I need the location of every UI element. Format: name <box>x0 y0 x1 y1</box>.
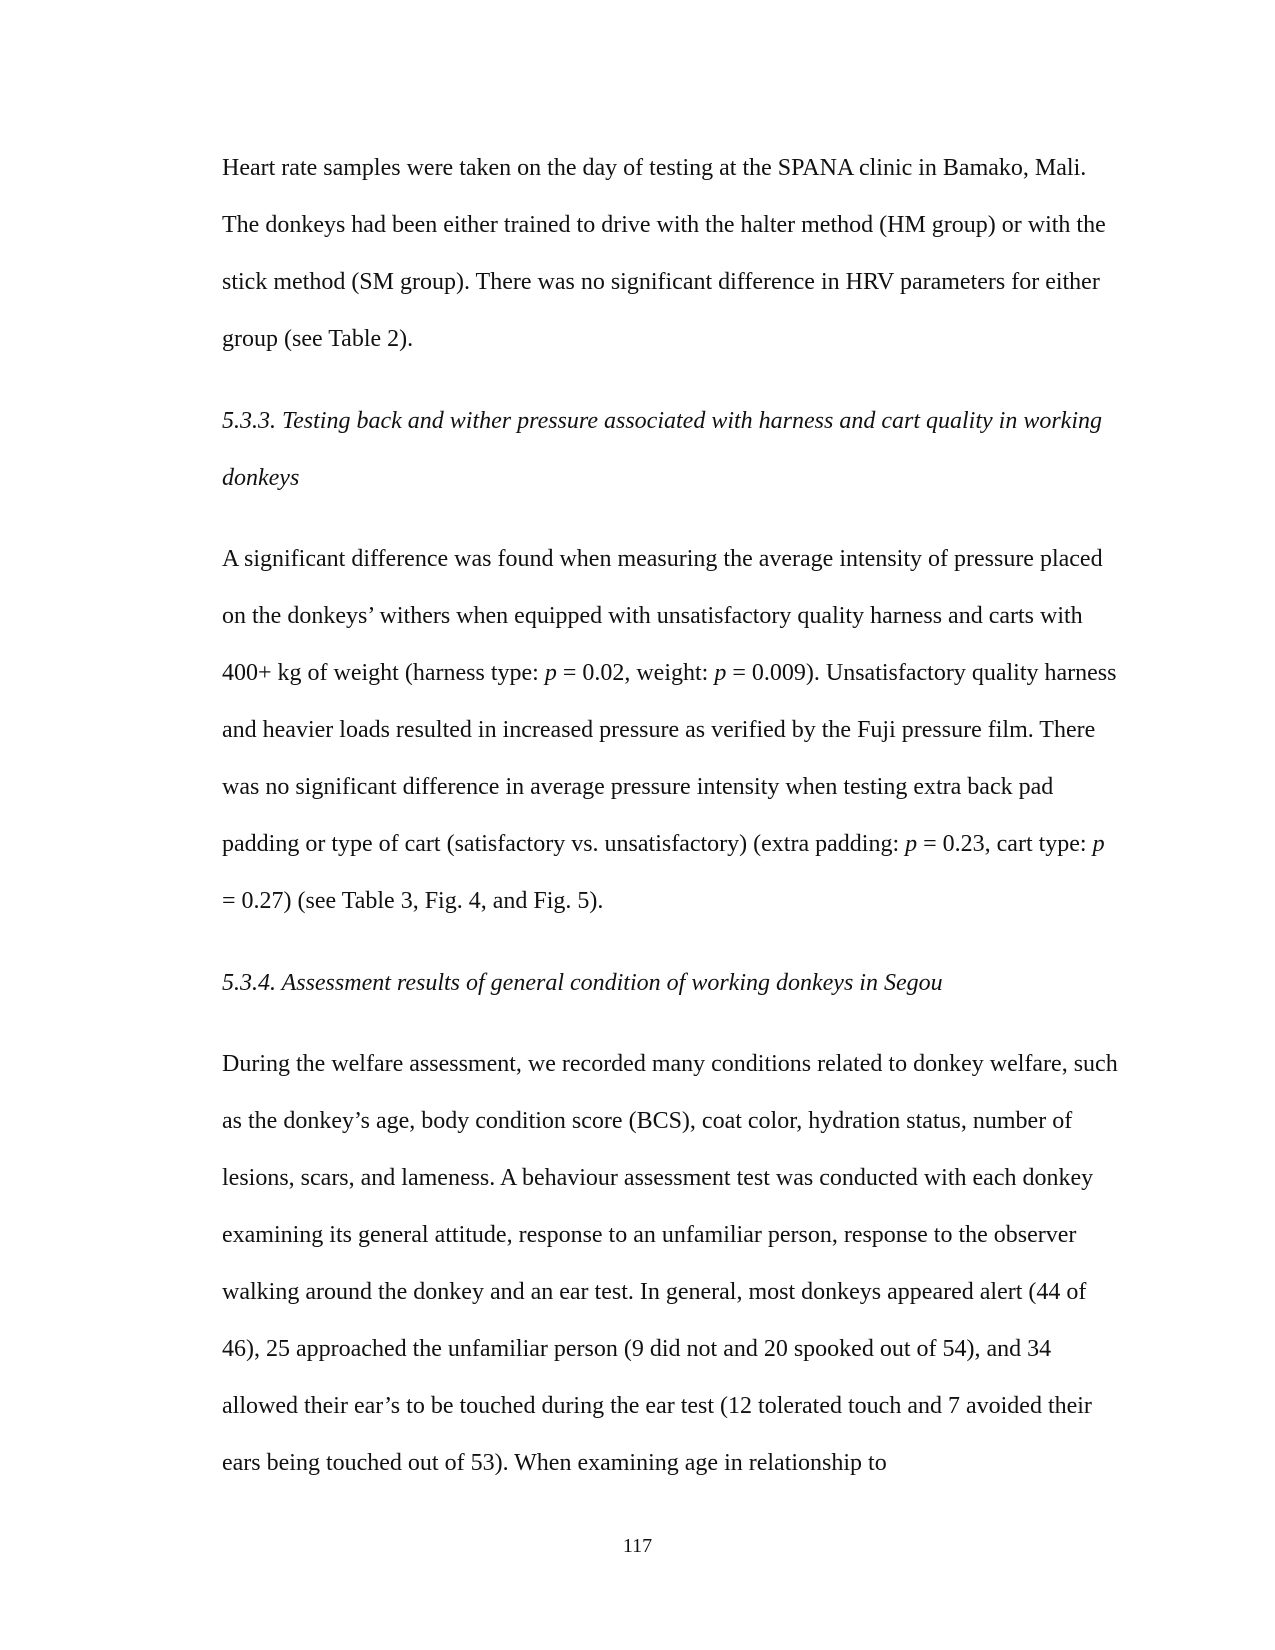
paragraph-welfare-assessment: During the welfare assessment, we recorded many conditions related to donkey welfare, such as the donkey’s age, body condition score (BCS), coat color, hydration status, number of lesions, scars, and lameness. A behaviour assessment test was conducted with each donkey examining its general attitude, response to an unfamiliar person, response to the observer walking around the donkey and an ear test. In general, most donkeys appeared alert (44 of 46), 25 approached the unfamiliar person (9 did not and 20 spooked out of 54), and 34 allowed their ear’s to be touched during the ear test (12 tolerated touch and 7 avoided their ears being touched out of 53). When examining age in relationship to <box>222 1051 1118 1476</box>
section-heading-5-3-4: 5.3.4. Assessment results of general condition of working donkeys in Segou <box>222 970 943 996</box>
text-run: A significant difference was found when measuring the average intensity of pressure placed on the donkeys’ withers when equipped with unsatisfactory quality harness and carts with 400+ kg of weight (harness type: <box>222 546 1103 686</box>
p-value-symbol: p <box>714 660 727 686</box>
section-heading-5-3-3: 5.3.3. Testing back and wither pressure associated with harness and cart quality in working donkeys <box>222 408 1102 491</box>
p-value-symbol: p <box>1092 831 1105 857</box>
text-run: = 0.009). Unsatisfactory quality harness and heavier loads resulted in increased pressure as verified by the Fuji pressure film. There was no significant difference in average pressure intensity when testing extra back pad padding or type of cart (satisfactory vs. unsatisfactory) (extra padding: <box>222 660 1117 857</box>
paragraph-pressure-results <box>222 531 1122 930</box>
p-value-symbol: p <box>905 831 918 857</box>
text-run: = 0.23, cart type: <box>917 831 1093 857</box>
page-body <box>222 140 1122 1492</box>
text-run: = 0.27) (see Table 3, Fig. 4, and Fig. 5). <box>222 888 604 914</box>
paragraph-heart-rate: Heart rate samples were taken on the day of testing at the SPANA clinic in Bamako, Mali. The donkeys had been either trained to drive with the halter method (HM group) or with the stick method (SM group). There was no significant difference in HRV parameters for either group (see Table 2). <box>222 155 1106 352</box>
text-run: = 0.02, weight: <box>556 660 715 686</box>
page-number: 117 <box>622 1535 653 1557</box>
p-value-symbol: p <box>544 660 557 686</box>
